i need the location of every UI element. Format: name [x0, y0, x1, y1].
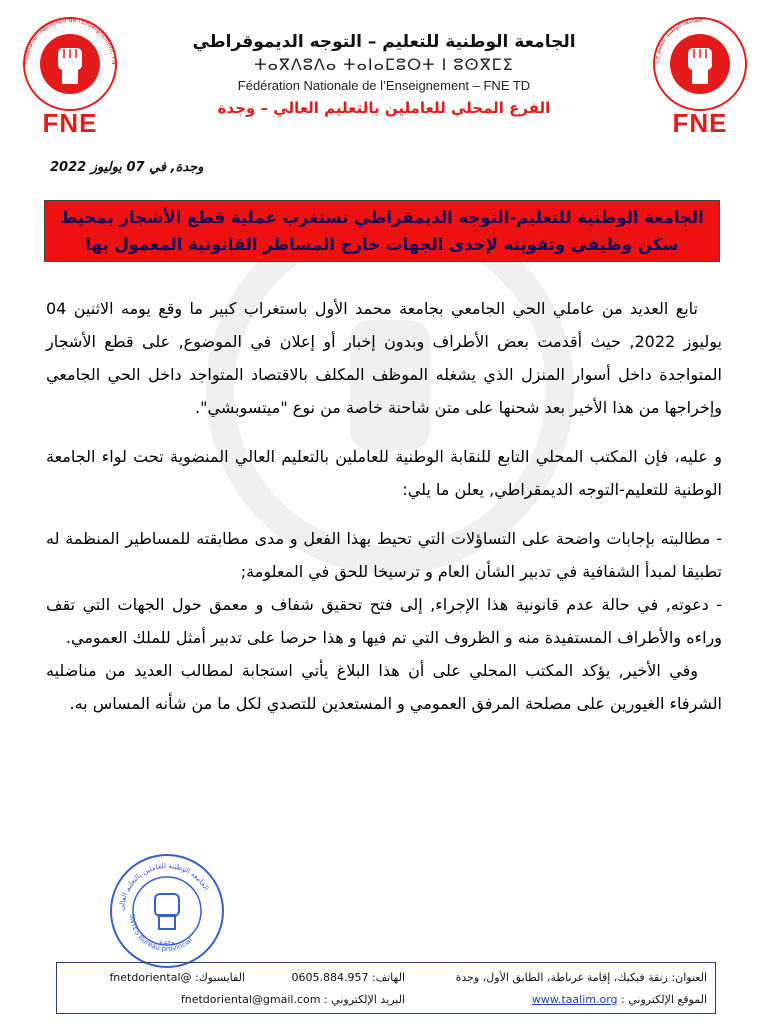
phone-value: 0605.884.957	[291, 971, 369, 984]
address	[456, 967, 707, 989]
facebook	[109, 967, 245, 989]
paragraph-5: وفي الأخير, يؤكد المكتب المحلي على أن هذا البلاغ يأتي استجابة لمطالب العديد من مناضليه الشرفاء الغيورين على مصلحة المرفق العمومي و المستعدين للتصدي لكل ما من شأنه المساس به.	[46, 661, 722, 713]
fne-label: FNE	[42, 108, 98, 138]
svg-text:SNTES Bureau provincial	[128, 914, 194, 953]
website-label: الموقع الإلكتروني :	[621, 993, 707, 1006]
federation-name-fr: Fédération Nationale de l’Enseignement – FNE TD	[237, 78, 531, 93]
svg-text:الجامعة الوطنية للعاملين بالتع	[118, 862, 210, 911]
phone-label: الهاتف:	[372, 971, 405, 984]
facebook-value: @fnetdoriental	[109, 971, 192, 984]
fne-label: FNE	[672, 108, 728, 138]
email-label: البريد الإلكتروني :	[323, 993, 405, 1006]
email-value[interactable]: fnetdoriental@gmail.com	[180, 993, 321, 1006]
union-stamp	[108, 852, 226, 970]
facebook-label: الفايسبوك:	[195, 971, 245, 984]
document-title: الجامعة الوطنية للتعليم-التوجه الديمقراطي تستغرب عملية قطع الأشجار بمحيط سكن وظيفي وتفويته لإحدى الجهات خارج المساطر القانونية المعمول بها	[44, 200, 720, 262]
federation-name-tifinagh: ⵜⴰⴳⴷⵓⴷⴰ ⵜⴰⵏⴰⵎⵓⵔⵜ ⵏ ⵓⵙⴳⵎⵉ	[254, 55, 514, 74]
paragraph-3: - مطالبته بإجابات واضحة على التساؤلات التي تحيط بهذا الفعل و مدى مطابقته للمساطير المنظمة له تطبيقا لمبدأ الشفافية في تدبير الشأن العام و ترسيخا للحق في المعلومة;	[46, 529, 722, 581]
stamp-ring-text-fr: SNTES Bureau provincial	[127, 913, 195, 954]
phone	[292, 967, 405, 989]
logo-ring-text: الجامعة الوطنية للتعليم ح.د	[652, 16, 702, 65]
email	[181, 989, 405, 1011]
paragraph-2: و عليه، فإن المكتب المحلي التابع للنقابة الوطنية للعاملين بالتعليم العالي المنضوية تحت لواء الجامعة الوطنية للتعليم-التوجه الديمقراطي, يعلن ما يلي:	[46, 447, 722, 499]
logo-ring-text: Fédération Nationale de l'Enseignement, FN	[22, 16, 118, 65]
address-value: زنقة فيكيك، إقامة غرناطة، الطابق الأول، وجدة	[455, 971, 668, 984]
document-date: وجدة, في 07 يوليوز 2022	[50, 160, 204, 175]
address-label: العنوان:	[671, 971, 707, 984]
document-body	[46, 292, 722, 720]
fne-logo-right	[640, 12, 760, 157]
footer-contact	[56, 962, 716, 1014]
paragraph-1: تابع العديد من عاملي الحي الجامعي بجامعة محمد الأول باستغراب كبير ما وقع يومه الاثنين 04 يوليوز 2022, حيث أقدمت بعض الأطراف وبدون إخبار أو إعلان في الموضوع, على قطع الأشجار المتواجدة داخل أسوار المنزل الذي يشغله الموظف المكلف بالاقتصاد المتواجد داخل الحي الجامعي وإخراجها من هذا الأخير بعد شحنها على متن شاحنة خاصة من نوع "ميتسوبشي".	[46, 299, 723, 417]
letterhead	[160, 30, 608, 120]
paragraph-4: - دعوته, في حالة عدم قانونية هذا الإجراء, إلى فتح تحقيق شفاف و معمق حول الجهات التي تقف وراءه والأطراف المستفيدة منه و الظروف التي تم فيها و هذا حرصا على تدبير أمثل للملك العمومي.	[46, 595, 722, 647]
fne-logo-left	[10, 12, 130, 157]
website	[532, 989, 707, 1011]
website-link[interactable]: www.taalim.org	[531, 993, 618, 1006]
branch-name: الفرع المحلي للعاملين بالتعليم العالي – وجدة	[217, 99, 551, 117]
stamp-city: وجدة	[159, 938, 175, 946]
federation-name-ar: الجامعة الوطنية للتعليم – التوجه الديموقراطي	[192, 32, 576, 52]
stamp-ring-text: الجامعة الوطنية للعاملين بالتعليم العالي	[117, 861, 211, 912]
